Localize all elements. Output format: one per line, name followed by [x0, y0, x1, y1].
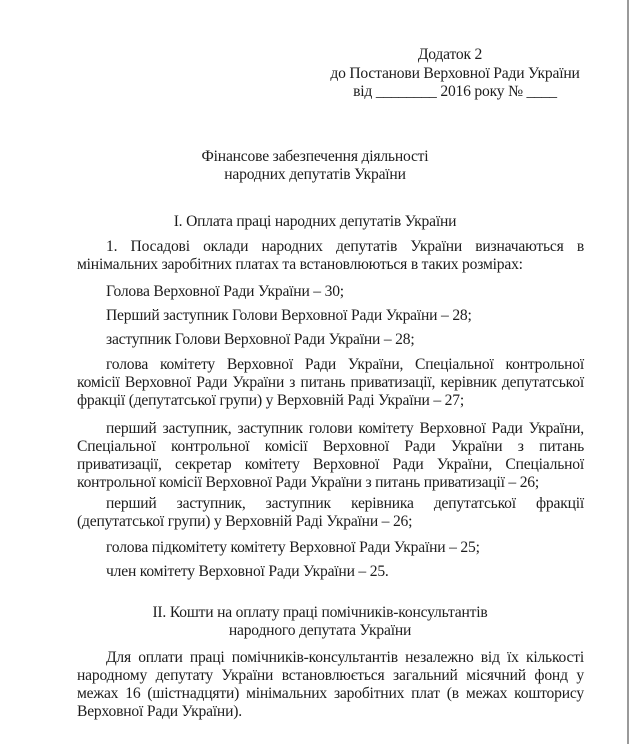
salary-item-line: перший заступник, заступник голови комітету Верховної Ради України,: [106, 420, 584, 437]
section-1-intro: [77, 238, 584, 274]
section-2-paragraph-line: межах 16 (шістнадцяти) мінімальних заробітних плат (в межах кошторису: [77, 685, 584, 702]
salary-item-line: заступник Голови Верховної Ради України – 28;: [106, 331, 415, 348]
section-1-heading: І. Оплата праці народних депутатів України: [173, 213, 457, 230]
salary-item-line: комісії Верховної Ради України з питань приватизації, керівник депутатської: [77, 374, 584, 391]
salary-item-line: фракції (депутатської групи) у Верховній Раді України – 27;: [77, 392, 464, 409]
annex-number: Додаток 2: [417, 46, 483, 63]
salary-item-faction-deputy-head: [77, 495, 584, 531]
salary-item-first-deputy-chairman: [77, 307, 584, 325]
salary-item-deputy-chairman: [77, 331, 584, 349]
section-2-heading-line-2: народного депутата України: [228, 622, 412, 639]
document-title-line-1: Фінансове забезпечення діяльності: [201, 148, 429, 165]
section-2-paragraph-line: Верховної Ради України).: [77, 703, 242, 720]
salary-item-line: член комітету Верховної Ради України – 25.: [106, 563, 389, 580]
salary-item-committee-head: [77, 356, 584, 410]
salary-item-line: (депутатської групи) у Верховній Раді України – 26;: [77, 513, 413, 530]
salary-item-line: Перший заступник Голови Верховної Ради України – 28;: [106, 307, 472, 324]
section-2-paragraph-line: народному депутату України встановлюється загальний місячний фонд у: [77, 667, 584, 684]
section-1-intro-line-1: 1. Посадові оклади народних депутатів України визначаються в: [106, 238, 584, 255]
salary-item-line: Спеціальної контрольної комісії Верховної Ради України з питань: [77, 438, 584, 455]
salary-item-line: контрольної комісії Верховної Ради України з питань приватизації – 26;: [77, 474, 540, 491]
salary-item-committee-member: [77, 563, 584, 581]
section-2-heading-line-1: ІІ. Кошти на оплату праці помічників-консультантів: [152, 604, 488, 621]
salary-item-committee-deputy-secretary: [77, 420, 584, 492]
salary-item-line: приватизації, секретар комітету Верховної Ради України, Спеціальної: [77, 456, 584, 473]
section-1-intro-line-2: мінімальних заробітних платах та встановлюються в таких розмірах:: [77, 256, 523, 273]
document-title-line-2: народних депутатів України: [224, 166, 406, 183]
salary-item-line: голова комітету Верховної Ради України, Спеціальної контрольної: [106, 356, 584, 373]
salary-item-chairman: [77, 283, 584, 301]
annex-date-line: від ________ 2016 року № ____: [353, 83, 557, 100]
salary-item-subcommittee-head: [77, 539, 584, 557]
salary-item-line: перший заступник, заступник керівника депутатської фракції: [106, 495, 584, 512]
annex-resolution-reference: до Постанови Верховної Ради України: [330, 65, 580, 82]
salary-item-line: Голова Верховної Ради України – 30;: [106, 283, 344, 300]
section-2-paragraph-line: Для оплати праці помічників-консультантів незалежно від їх кількості: [106, 649, 584, 666]
salary-item-line: голова підкомітету комітету Верховної Ради України – 25;: [106, 539, 480, 556]
section-2-paragraph: [77, 649, 584, 721]
